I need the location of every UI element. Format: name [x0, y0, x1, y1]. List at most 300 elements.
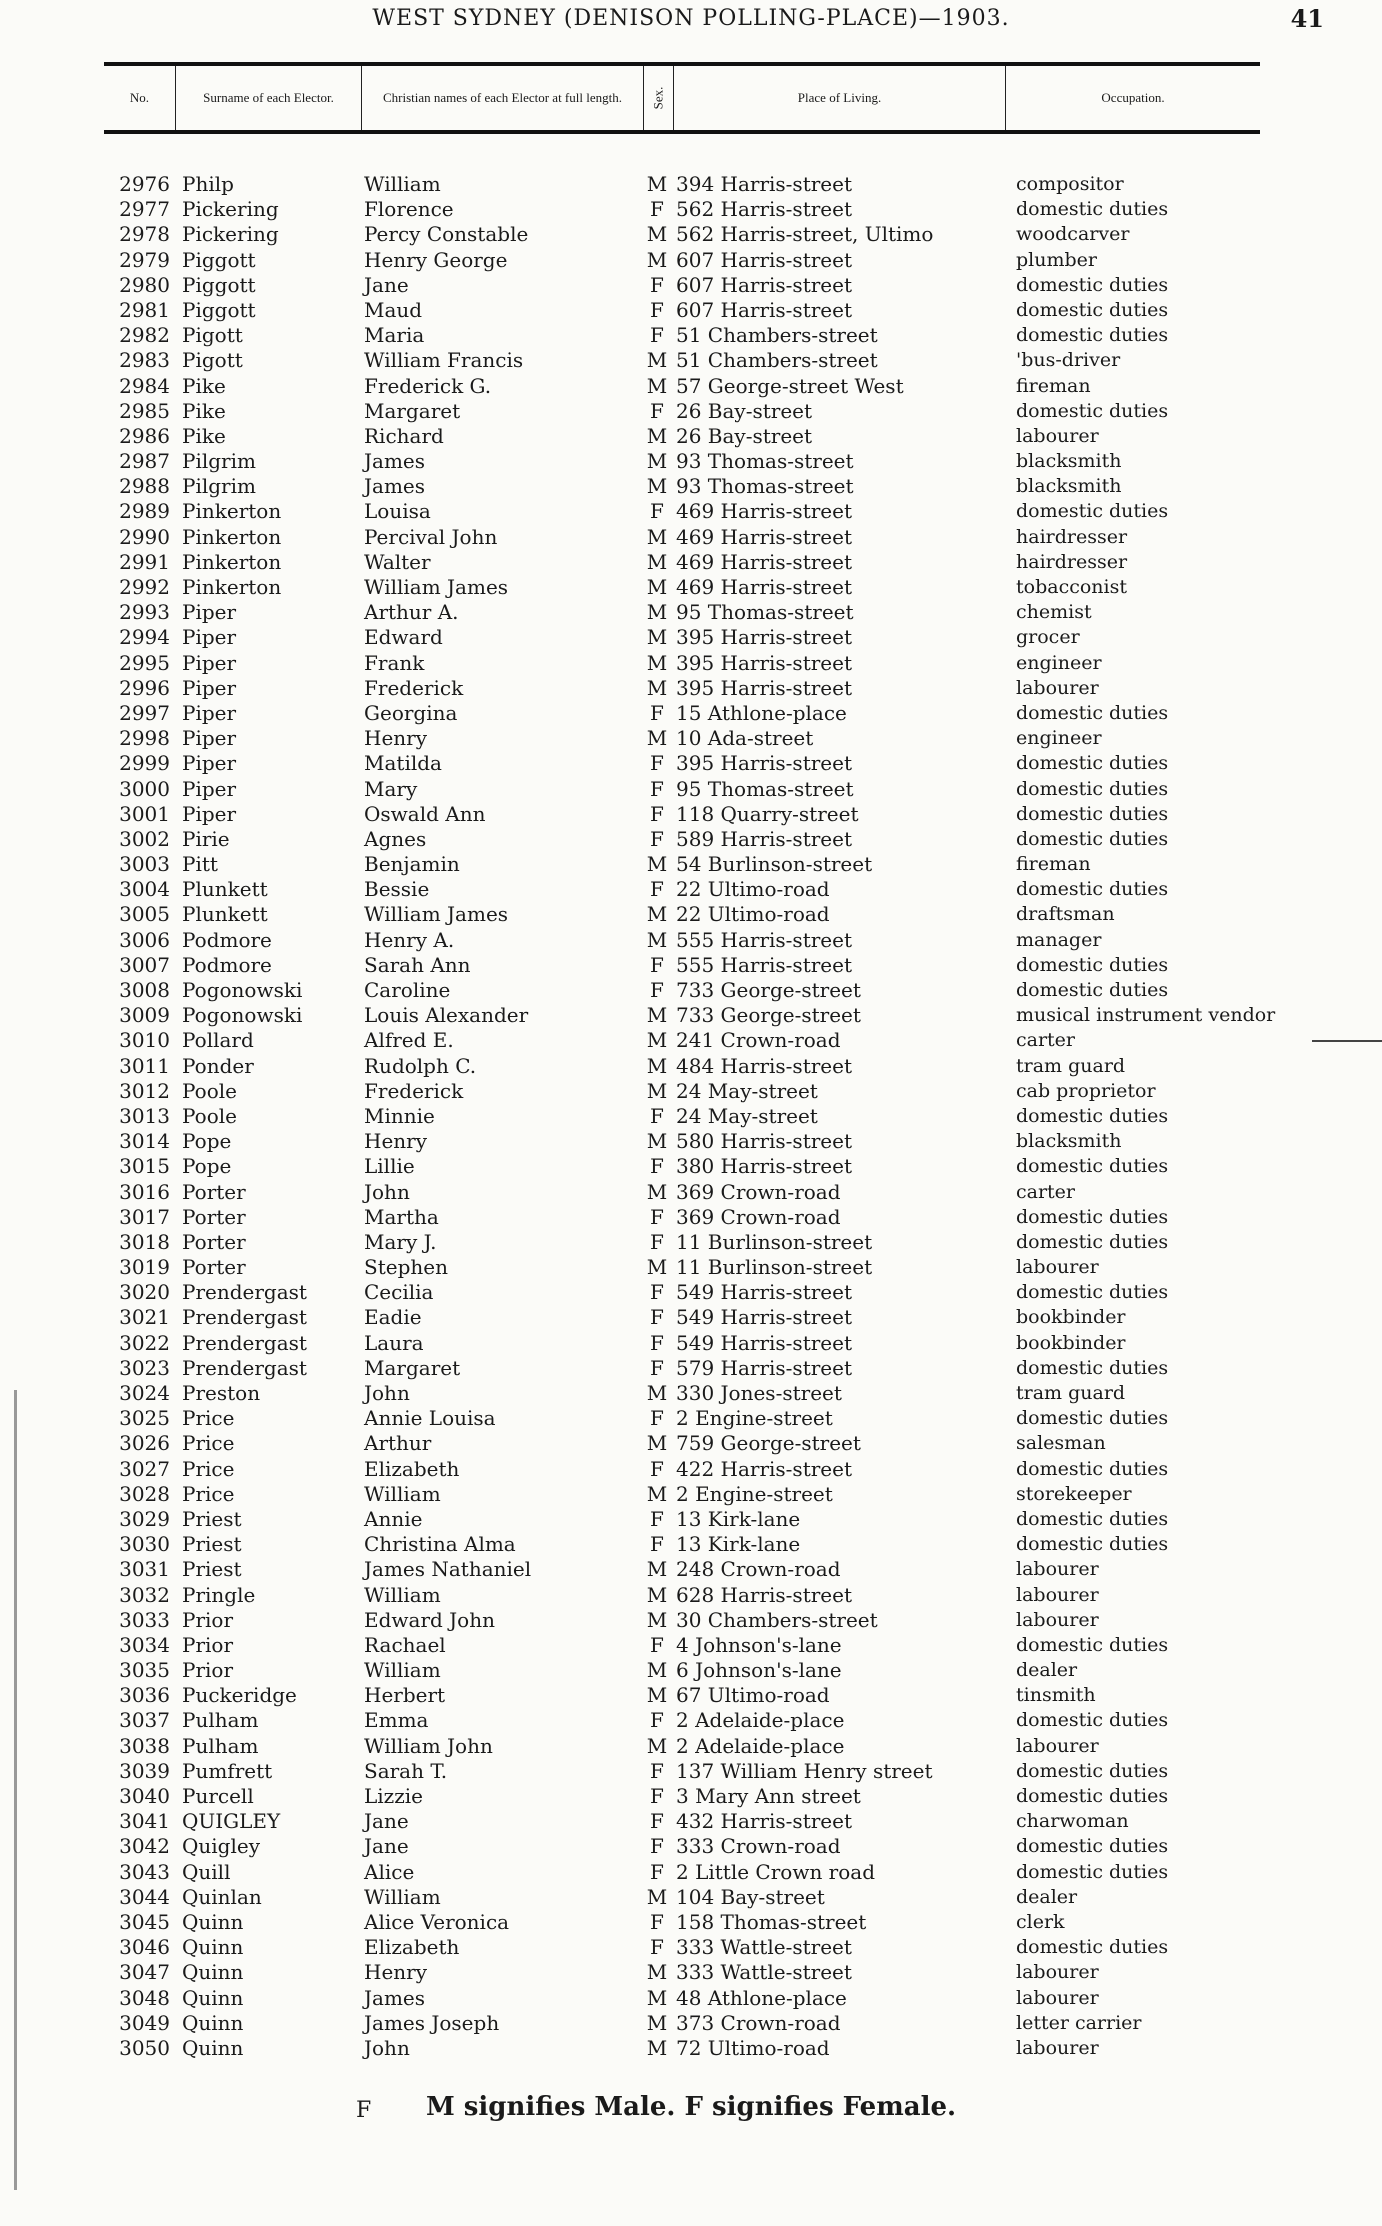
elector-occupation: manager	[1016, 928, 1102, 951]
elector-occupation: labourer	[1016, 1608, 1099, 1631]
elector-occupation: storekeeper	[1016, 1482, 1132, 1505]
elector-occupation: domestic duties	[1016, 399, 1169, 422]
elector-number: 3021	[119, 1305, 170, 1330]
elector-occupation: fireman	[1016, 853, 1091, 876]
elector-place-of-living: 333 Crown-road	[676, 1834, 841, 1859]
elector-place-of-living: 422 Harris-street	[676, 1456, 853, 1481]
elector-occupation: clerk	[1016, 1910, 1065, 1933]
elector-occupation: domestic duties	[1016, 273, 1169, 296]
elector-sex: M	[646, 172, 668, 196]
elector-sex: M	[646, 222, 668, 247]
elector-surname: Quinn	[182, 1960, 244, 1985]
elector-surname: Pigott	[182, 323, 243, 348]
elector-place-of-living: 2 Adelaide-place	[676, 1708, 845, 1733]
elector-christian-names: Agnes	[364, 826, 427, 851]
column-header-surname: Surname of each Elector.	[176, 66, 362, 130]
elector-christian-names: Rachael	[364, 1632, 446, 1657]
table-row	[100, 575, 1280, 600]
elector-christian-names: James Joseph	[364, 2010, 500, 2035]
elector-christian-names: William Francis	[364, 348, 524, 373]
elector-surname: Quill	[182, 1859, 231, 1884]
elector-christian-names: Stephen	[364, 1255, 448, 1280]
elector-number: 3028	[119, 1481, 170, 1506]
elector-place-of-living: 48 Athlone-place	[676, 1985, 847, 2010]
elector-christian-names: Lillie	[364, 1154, 415, 1179]
elector-surname: Prendergast	[182, 1330, 307, 1355]
elector-place-of-living: 26 Bay-street	[676, 423, 813, 448]
elector-place-of-living: 373 Crown-road	[676, 2010, 841, 2035]
elector-sex: M	[646, 902, 668, 927]
elector-number: 3015	[119, 1154, 170, 1179]
elector-christian-names: James	[364, 474, 426, 499]
elector-christian-names: John	[364, 1381, 410, 1405]
elector-surname: Price	[182, 1431, 235, 1456]
elector-place-of-living: 562 Harris-street	[676, 197, 853, 222]
elector-sex: M	[646, 1683, 668, 1708]
elector-place-of-living: 394 Harris-street	[676, 172, 853, 196]
page-number: 41	[1290, 4, 1324, 33]
elector-christian-names: William	[364, 1884, 441, 1909]
elector-occupation: domestic duties	[1016, 1860, 1169, 1883]
elector-sex: M	[646, 1481, 668, 1506]
elector-place-of-living: 2 Engine-street	[676, 1481, 833, 1506]
elector-sex: F	[650, 297, 664, 322]
elector-place-of-living: 484 Harris-street	[676, 1053, 853, 1078]
elector-sex: F	[650, 1330, 664, 1355]
elector-surname: Priest	[182, 1532, 242, 1557]
elector-surname: Piggott	[182, 272, 256, 297]
elector-occupation: bookbinder	[1016, 1306, 1126, 1329]
elector-christian-names: William	[364, 1582, 441, 1607]
elector-number: 2990	[119, 524, 170, 549]
elector-christian-names: Jane	[364, 1834, 409, 1859]
elector-number: 3035	[119, 1658, 170, 1683]
elector-sex: F	[650, 1935, 664, 1960]
elector-surname: Pope	[182, 1129, 232, 1154]
elector-surname: Pickering	[182, 222, 279, 247]
elector-number: 3037	[119, 1708, 170, 1733]
elector-place-of-living: 10 Ada-street	[676, 726, 814, 751]
elector-sex: M	[646, 373, 668, 398]
elector-sex: M	[646, 2035, 668, 2060]
elector-occupation: engineer	[1016, 651, 1102, 674]
elector-number: 3027	[119, 1456, 170, 1481]
table-row	[100, 1910, 1280, 1935]
elector-place-of-living: 579 Harris-street	[676, 1355, 853, 1380]
elector-surname: Quinn	[182, 1935, 244, 1960]
table-row	[100, 1734, 1280, 1759]
elector-christian-names: James	[364, 1985, 426, 2010]
elector-surname: Price	[182, 1406, 235, 1431]
table-row	[100, 1154, 1280, 1179]
elector-occupation: compositor	[1016, 173, 1124, 195]
elector-surname: Preston	[182, 1381, 261, 1405]
elector-sex: F	[650, 877, 664, 902]
elector-surname: Prendergast	[182, 1305, 307, 1330]
elector-surname: Pogonowski	[182, 1003, 303, 1028]
elector-occupation: hairdresser	[1016, 550, 1128, 573]
elector-christian-names: Percy Constable	[364, 222, 529, 247]
table-row	[100, 625, 1280, 650]
table-row	[100, 600, 1280, 625]
table-row	[100, 1507, 1280, 1532]
elector-christian-names: Annie	[364, 1506, 423, 1531]
elector-surname: Quinn	[182, 2010, 244, 2035]
elector-occupation: labourer	[1016, 1558, 1099, 1581]
elector-number: 3047	[119, 1960, 170, 1985]
elector-surname: Piper	[182, 650, 237, 675]
elector-place-of-living: 628 Harris-street	[676, 1582, 853, 1607]
elector-surname: Quigley	[182, 1834, 261, 1859]
elector-occupation: domestic duties	[1016, 198, 1169, 221]
elector-place-of-living: 469 Harris-street	[676, 549, 853, 574]
elector-place-of-living: 395 Harris-street	[676, 675, 853, 700]
elector-occupation: domestic duties	[1016, 777, 1169, 800]
elector-surname: Porter	[182, 1179, 246, 1204]
elector-surname: Pope	[182, 1154, 232, 1179]
table-row	[100, 1834, 1280, 1859]
elector-place-of-living: 104 Bay-street	[676, 1884, 825, 1909]
elector-surname: Quinn	[182, 2035, 244, 2060]
elector-number: 3050	[119, 2035, 170, 2060]
elector-sex: F	[650, 323, 664, 348]
elector-place-of-living: 93 Thomas-street	[676, 474, 854, 499]
elector-christian-names: Walter	[364, 549, 431, 574]
table-row	[100, 1583, 1280, 1608]
table-row	[100, 1356, 1280, 1381]
elector-surname: Pinkerton	[182, 549, 282, 574]
elector-christian-names: Frederick	[364, 1078, 464, 1103]
elector-occupation: labourer	[1016, 2036, 1099, 2059]
elector-surname: Prior	[182, 1632, 234, 1657]
column-header-row	[104, 62, 1260, 134]
elector-number: 3001	[119, 801, 170, 826]
elector-occupation: chemist	[1016, 601, 1092, 624]
elector-sex: F	[650, 1204, 664, 1229]
table-row	[100, 222, 1280, 247]
elector-place-of-living: 2 Adelaide-place	[676, 1733, 845, 1758]
elector-occupation: labourer	[1016, 1734, 1099, 1757]
elector-place-of-living: 51 Chambers-street	[676, 323, 878, 348]
table-row	[100, 1180, 1280, 1205]
elector-surname: Pilgrim	[182, 474, 256, 499]
elector-place-of-living: 733 George-street	[676, 1003, 861, 1028]
elector-place-of-living: 13 Kirk-lane	[676, 1532, 801, 1557]
elector-place-of-living: 607 Harris-street	[676, 247, 853, 272]
elector-christian-names: Rudolph C.	[364, 1053, 477, 1078]
elector-christian-names: Sarah Ann	[364, 952, 471, 977]
elector-surname: Poole	[182, 1078, 237, 1103]
elector-sex: F	[650, 826, 664, 851]
elector-sex: F	[650, 1532, 664, 1557]
elector-surname: Piper	[182, 776, 237, 801]
table-row	[100, 1860, 1280, 1885]
elector-occupation: domestic duties	[1016, 298, 1169, 321]
elector-sex: F	[650, 398, 664, 423]
elector-christian-names: Arthur	[364, 1431, 432, 1456]
elector-occupation: carter	[1016, 1180, 1076, 1203]
elector-surname: Price	[182, 1456, 235, 1481]
table-row	[100, 1784, 1280, 1809]
elector-sex: F	[650, 1859, 664, 1884]
elector-number: 2982	[119, 323, 170, 348]
elector-occupation: dealer	[1016, 1659, 1078, 1682]
elector-surname: Porter	[182, 1255, 246, 1280]
elector-sex: M	[646, 1255, 668, 1280]
elector-place-of-living: 118 Quarry-street	[676, 801, 859, 826]
table-row	[100, 701, 1280, 726]
elector-occupation: woodcarver	[1016, 223, 1130, 246]
elector-sex: M	[646, 1078, 668, 1103]
elector-place-of-living: 54 Burlinson-street	[676, 852, 873, 877]
elector-number: 3010	[119, 1028, 170, 1053]
elector-place-of-living: 733 George-street	[676, 978, 861, 1002]
elector-number: 3005	[119, 902, 170, 927]
elector-surname: Pinkerton	[182, 575, 282, 599]
elector-surname: Pollard	[182, 1028, 254, 1053]
elector-surname: Pringle	[182, 1582, 256, 1607]
elector-christian-names: Bessie	[364, 877, 430, 902]
elector-place-of-living: 26 Bay-street	[676, 398, 813, 423]
margin-rule	[1312, 1040, 1382, 1042]
table-row	[100, 902, 1280, 927]
elector-sex: M	[646, 625, 668, 650]
elector-occupation: domestic duties	[1016, 1281, 1169, 1304]
elector-christian-names: Mary	[364, 776, 418, 801]
elector-surname: Plunkett	[182, 902, 268, 927]
table-row	[100, 1406, 1280, 1431]
elector-sex: M	[646, 575, 668, 599]
elector-place-of-living: 432 Harris-street	[676, 1809, 853, 1834]
elector-christian-names: Margaret	[364, 1355, 461, 1380]
elector-sex: F	[650, 1406, 664, 1431]
elector-number: 3043	[119, 1859, 170, 1884]
elector-occupation: salesman	[1016, 1432, 1106, 1455]
elector-sex: M	[646, 247, 668, 272]
elector-christian-names: William John	[364, 1733, 493, 1758]
column-header-sex	[644, 66, 674, 130]
elector-sex: M	[646, 1179, 668, 1204]
elector-surname: Piper	[182, 801, 237, 826]
elector-sex: F	[650, 1809, 664, 1834]
elector-christian-names: Margaret	[364, 398, 461, 423]
elector-surname: Purcell	[182, 1784, 254, 1808]
elector-place-of-living: 607 Harris-street	[676, 297, 853, 322]
elector-number: 2985	[119, 398, 170, 423]
table-row	[100, 424, 1280, 449]
elector-place-of-living: 22 Ultimo-road	[676, 877, 830, 902]
elector-surname: Piper	[182, 600, 237, 625]
elector-occupation: domestic duties	[1016, 1936, 1169, 1959]
elector-surname: Pitt	[182, 852, 218, 877]
table-row	[100, 1885, 1280, 1910]
table-row	[100, 1003, 1280, 1028]
elector-christian-names: Cecilia	[364, 1280, 434, 1305]
elector-sex: F	[650, 751, 664, 776]
elector-christian-names: Annie Louisa	[364, 1406, 496, 1431]
elector-place-of-living: 57 George-street West	[676, 373, 904, 398]
elector-occupation: domestic duties	[1016, 1785, 1169, 1807]
elector-occupation: tobacconist	[1016, 576, 1127, 598]
table-row	[100, 1960, 1280, 1985]
elector-place-of-living: 369 Crown-road	[676, 1204, 841, 1229]
elector-occupation: blacksmith	[1016, 475, 1122, 498]
elector-occupation: domestic duties	[1016, 953, 1169, 976]
elector-surname: Priest	[182, 1506, 242, 1531]
elector-place-of-living: 2 Engine-street	[676, 1406, 833, 1431]
elector-place-of-living: 759 George-street	[676, 1431, 861, 1456]
elector-number: 3003	[119, 852, 170, 877]
elector-place-of-living: 24 May-street	[676, 1078, 818, 1103]
elector-place-of-living: 2 Little Crown road	[676, 1859, 876, 1884]
elector-christian-names: Oswald Ann	[364, 801, 486, 826]
table-row	[100, 978, 1280, 1003]
elector-surname: Piper	[182, 751, 237, 776]
elector-christian-names: Herbert	[364, 1683, 446, 1708]
elector-occupation: domestic duties	[1016, 1507, 1169, 1530]
elector-number: 2986	[119, 423, 170, 448]
elector-christian-names: Frank	[364, 650, 425, 675]
elector-surname: Prior	[182, 1658, 234, 1683]
column-header-occupation: Occupation.	[1101, 90, 1165, 105]
elector-occupation: labourer	[1016, 424, 1099, 447]
elector-surname: Poole	[182, 1103, 237, 1128]
elector-surname: Quinn	[182, 1909, 244, 1934]
table-row	[100, 525, 1280, 550]
elector-number: 2995	[119, 650, 170, 675]
elector-place-of-living: 51 Chambers-street	[676, 348, 878, 373]
elector-number: 3024	[119, 1381, 170, 1405]
elector-place-of-living: 6 Johnson's-lane	[676, 1658, 842, 1683]
elector-christian-names: Arthur A.	[364, 600, 459, 625]
elector-occupation: 'bus-driver	[1016, 349, 1121, 372]
elector-occupation: domestic duties	[1016, 979, 1169, 1001]
elector-number: 3045	[119, 1909, 170, 1934]
footer-mark: F	[356, 2098, 372, 2123]
elector-christian-names: Maria	[364, 323, 425, 348]
elector-christian-names: Sarah T.	[364, 1758, 448, 1783]
elector-surname: Plunkett	[182, 877, 268, 902]
elector-occupation: engineer	[1016, 727, 1102, 750]
elector-occupation: domestic duties	[1016, 1457, 1169, 1480]
elector-number: 3031	[119, 1557, 170, 1582]
elector-occupation: domestic duties	[1016, 878, 1169, 901]
elector-number: 3006	[119, 927, 170, 952]
elector-christian-names: Edward John	[364, 1607, 495, 1632]
elector-place-of-living: 607 Harris-street	[676, 272, 853, 297]
elector-place-of-living: 549 Harris-street	[676, 1305, 853, 1330]
elector-surname: Piper	[182, 675, 237, 700]
elector-place-of-living: 549 Harris-street	[676, 1330, 853, 1355]
elector-sex: F	[650, 1305, 664, 1330]
elector-sex: F	[650, 197, 664, 222]
elector-occupation: domestic duties	[1016, 1633, 1169, 1656]
elector-sex: F	[650, 499, 664, 524]
elector-number: 3026	[119, 1431, 170, 1456]
elector-number: 3046	[119, 1935, 170, 1960]
column-header-place: Place of Living.	[674, 66, 1006, 130]
elector-number: 2977	[119, 197, 170, 222]
elector-occupation: plumber	[1016, 248, 1097, 271]
elector-place-of-living: 562 Harris-street, Ultimo	[676, 222, 934, 247]
elector-occupation: tram guard	[1016, 1382, 1126, 1404]
elector-sex: F	[650, 1506, 664, 1531]
elector-place-of-living: 11 Burlinson-street	[676, 1255, 873, 1280]
elector-place-of-living: 369 Crown-road	[676, 1179, 841, 1204]
elector-number: 3020	[119, 1280, 170, 1305]
elector-occupation: domestic duties	[1016, 1533, 1169, 1556]
elector-place-of-living: 469 Harris-street	[676, 575, 853, 599]
elector-christian-names: John	[364, 2035, 410, 2060]
elector-surname: Prendergast	[182, 1355, 307, 1380]
page-title: WEST SYDNEY (DENISON POLLING-PLACE)—1903.	[372, 6, 1010, 31]
elector-number: 3049	[119, 2010, 170, 2035]
elector-surname: Pulham	[182, 1733, 259, 1758]
elector-sex: M	[646, 726, 668, 751]
elector-surname: Pike	[182, 423, 226, 448]
elector-sex: F	[650, 1229, 664, 1254]
elector-number: 2997	[119, 700, 170, 725]
elector-number: 3040	[119, 1784, 170, 1808]
elector-occupation: labourer	[1016, 1986, 1099, 2009]
table-row	[100, 2036, 1280, 2061]
table-row	[100, 953, 1280, 978]
elector-occupation: domestic duties	[1016, 701, 1169, 724]
elector-sex: F	[650, 1834, 664, 1859]
elector-place-of-living: 15 Athlone-place	[676, 700, 847, 725]
table-row	[100, 726, 1280, 751]
elector-number: 2980	[119, 272, 170, 297]
elector-number: 3039	[119, 1758, 170, 1783]
elector-sex: F	[650, 1708, 664, 1733]
elector-surname: Pirie	[182, 826, 230, 851]
column-header-christian-names: Christian names of each Elector at full length.	[362, 66, 644, 130]
elector-surname: Porter	[182, 1229, 246, 1254]
elector-sex: M	[646, 1028, 668, 1053]
table-row	[100, 1280, 1280, 1305]
elector-christian-names: William	[364, 172, 441, 196]
elector-place-of-living: 4 Johnson's-lane	[676, 1632, 842, 1657]
elector-surname: Pike	[182, 373, 226, 398]
table-row	[100, 751, 1280, 776]
table-row	[100, 1658, 1280, 1683]
elector-surname: Ponder	[182, 1053, 254, 1078]
elector-occupation: draftsman	[1016, 903, 1115, 926]
elector-surname: Prendergast	[182, 1280, 307, 1305]
elector-number: 2976	[119, 172, 170, 196]
elector-christian-names: Laura	[364, 1330, 424, 1355]
elector-sex: M	[646, 1884, 668, 1909]
elector-place-of-living: 11 Burlinson-street	[676, 1229, 873, 1254]
elector-christian-names: Martha	[364, 1204, 439, 1229]
elector-number: 3019	[119, 1255, 170, 1280]
elector-number: 2999	[119, 751, 170, 776]
elector-christian-names: Benjamin	[364, 852, 460, 877]
elector-occupation: blacksmith	[1016, 450, 1122, 473]
elector-number: 3041	[119, 1809, 170, 1834]
table-row	[100, 499, 1280, 524]
table-row	[100, 273, 1280, 298]
elector-occupation: domestic duties	[1016, 827, 1169, 850]
elector-surname: Pickering	[182, 197, 279, 222]
elector-place-of-living: 395 Harris-street	[676, 650, 853, 675]
table-row	[100, 1935, 1280, 1960]
page-edge	[14, 1390, 17, 2190]
elector-number: 3009	[119, 1003, 170, 1028]
elector-occupation: hairdresser	[1016, 525, 1128, 548]
table-row	[100, 1986, 1280, 2011]
column-header-no: No.	[104, 66, 176, 130]
